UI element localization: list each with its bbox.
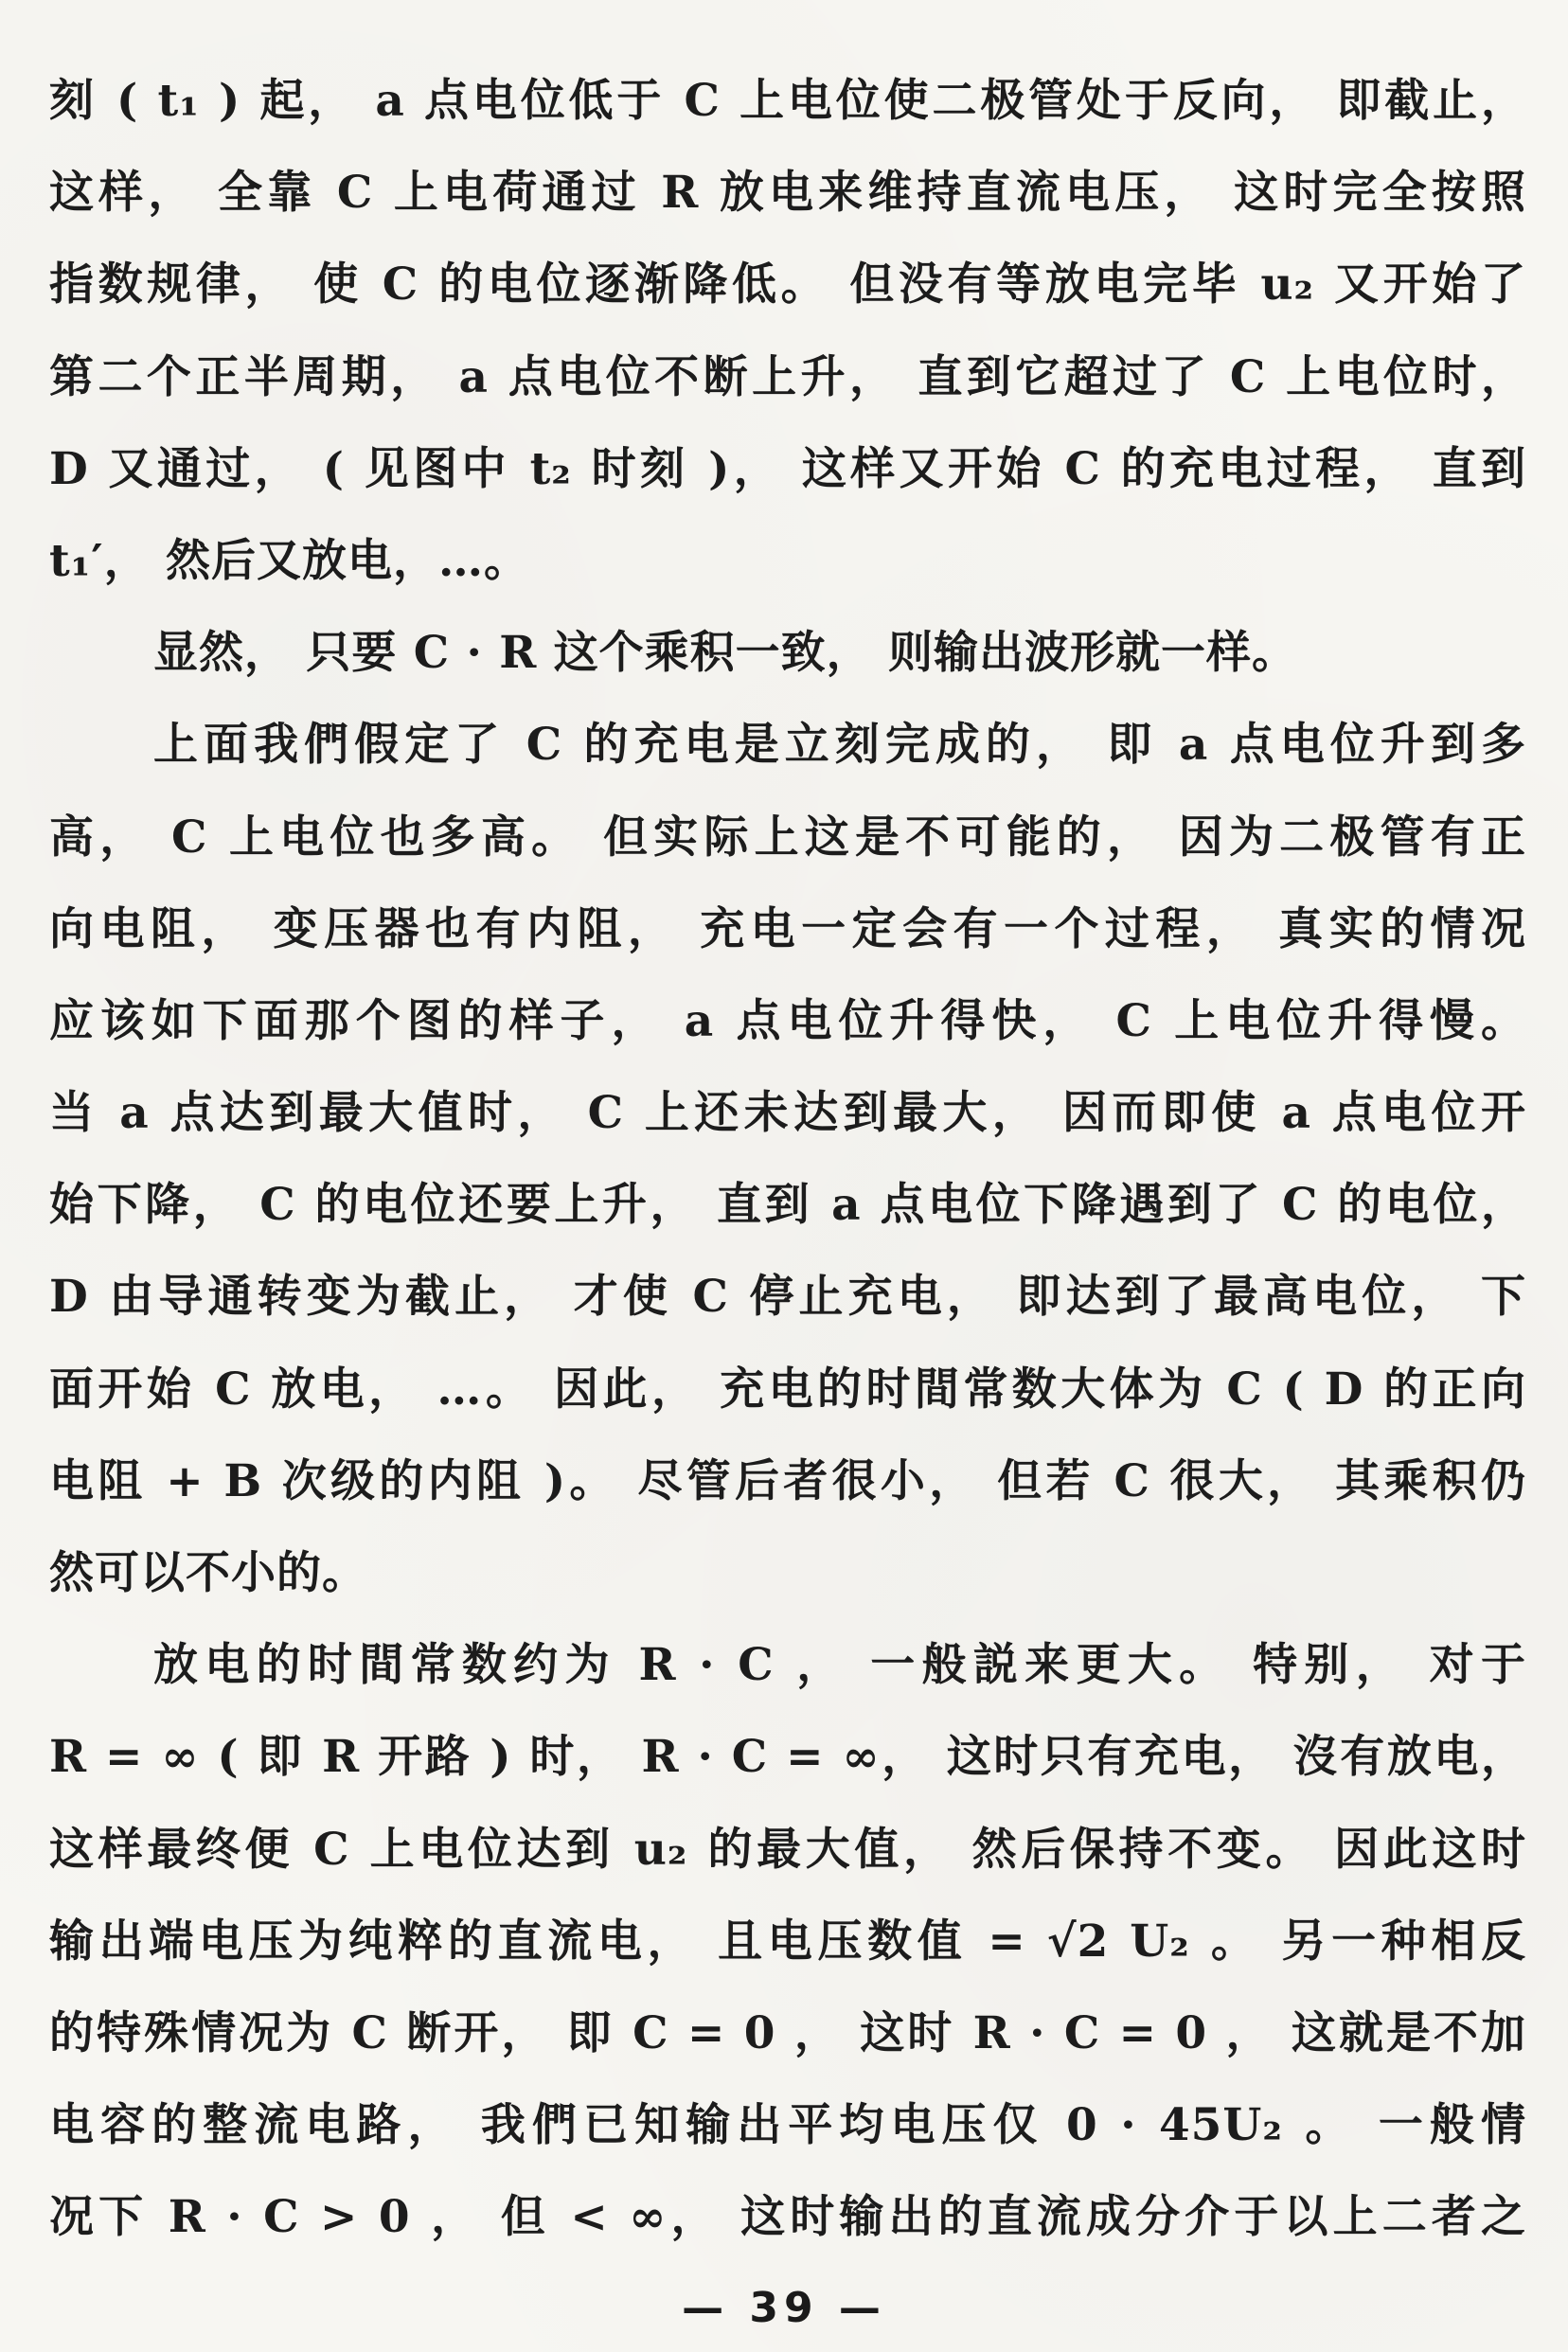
paragraph-start-line: 放电的时間常数约为 R · C ， 一般説来更大。 特别， 对于	[153, 1639, 1526, 1692]
text-line: 刻 ( t₁ ) 起， a 点电位低于 C 上电位使二极管处于反向， 即截止，	[49, 75, 1526, 127]
text-line: 面开始 C 放电， …。 因此， 充电的时間常数大体为 C ( D 的正向	[49, 1363, 1526, 1416]
text-line: 指数规律， 使 C 的电位逐渐降低。 但没有等放电完毕 u₂ 又开始了	[49, 258, 1526, 312]
paragraph-start-line: 显然， 只要 C · R 这个乘积一致， 则输出波形就一样。	[153, 627, 1298, 680]
paragraph-start-line: 上面我們假定了 C 的充电是立刻完成的， 即 a 点电位升到多	[153, 719, 1526, 772]
text-line: 输出端电压为纯粹的直流电， 且电压数值 = √2 U₂ 。 另一种相反	[49, 1915, 1526, 1968]
text-line: 始下降， C 的电位还要上升， 直到 a 点电位下降遇到了 C 的电位，	[49, 1179, 1526, 1232]
text-line: 高， C 上电位也多高。 但实际上这是不可能的， 因为二极管有正	[49, 811, 1526, 864]
text-line: 的特殊情况为 C 断开， 即 C = 0 ， 这时 R · C = 0 ， 这就是不加	[49, 2006, 1526, 2059]
text-line: 电容的整流电路， 我們已知输出平均电压仅 0 · 45U₂ 。 一般情	[49, 2099, 1526, 2152]
page-number: — 39 —	[682, 2284, 886, 2332]
text-line: t₁′， 然后又放电，…。	[49, 534, 530, 587]
text-line: 况下 R · C > 0 ， 但 < ∞， 这时输出的直流成分介于以上二者之	[49, 2191, 1526, 2244]
text-line: 第二个正半周期， a 点电位不断上升， 直到它超过了 C 上电位时，	[49, 350, 1526, 403]
text-line: D 由导通转变为截止， 才使 C 停止充电， 即达到了最高电位， 下	[49, 1271, 1526, 1324]
text-line: 应该如下面那个图的样子， a 点电位升得快， C 上电位升得慢。	[49, 994, 1526, 1047]
text-line: 这样最终便 C 上电位达到 u₂ 的最大值， 然后保持不变。 因此这时	[49, 1823, 1526, 1876]
text-line: D 又通过， ( 见图中 t₂ 时刻 )， 这样又开始 C 的充电过程， 直到	[49, 442, 1527, 495]
text-line: 电阻 + B 次级的内阻 )。 尽管后者很小， 但若 C 很大， 其乘积仍	[49, 1454, 1526, 1507]
text-line: 当 a 点达到最大值时， C 上还未达到最大， 因而即使 a 点电位开	[49, 1087, 1526, 1140]
text-line: 向电阻， 变压器也有内阻， 充电一定会有一个过程， 真实的情况	[49, 902, 1526, 955]
text-line: R = ∞ ( 即 R 开路 ) 时， R · C = ∞， 这时只有充电， 沒有放电，	[49, 1731, 1526, 1784]
text-line: 然可以不小的。	[49, 1547, 367, 1599]
text-line: 这样， 全靠 C 上电荷通过 R 放电来维持直流电压， 这时完全按照	[49, 167, 1526, 220]
body-text	[49, 55, 1526, 2264]
